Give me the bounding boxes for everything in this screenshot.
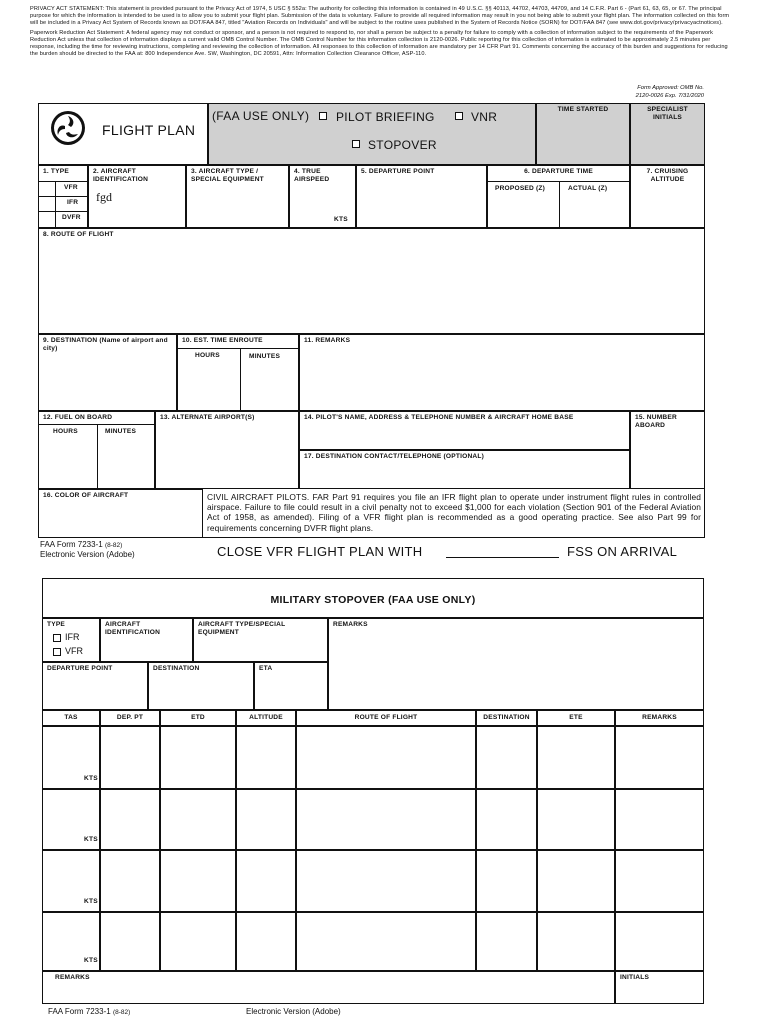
pilot-briefing-checkbox[interactable]	[319, 112, 327, 120]
mil-type-label: TYPE	[47, 621, 66, 628]
vfr-label: VFR	[64, 184, 78, 191]
fss-arrival-label: FSS ON ARRIVAL	[567, 544, 678, 559]
mil-col-header-destination: DESTINATION	[476, 710, 537, 726]
form-number-bottom	[48, 1007, 130, 1016]
alternate-cell[interactable]	[155, 411, 299, 489]
mil-row3-kts-label: KTS	[84, 898, 98, 905]
form-approved: Form Approved: OMB No.	[637, 85, 704, 91]
mil-row3-altitude[interactable]	[236, 850, 296, 912]
mil-remarks-bottom-cell[interactable]	[42, 971, 615, 1004]
est-minutes-label: MINUTES	[249, 353, 281, 360]
mil-row1-route[interactable]	[296, 726, 476, 789]
omb-info	[636, 84, 704, 100]
mil-row3-etd[interactable]	[160, 850, 236, 912]
est-time-label: 10. EST. TIME ENROUTE	[182, 337, 263, 344]
aircraft-id-label: 2. AIRCRAFT IDENTIFICATION	[93, 168, 149, 183]
mil-remarks-top-label: REMARKS	[333, 621, 368, 628]
dest-contact-label: 17. DESTINATION CONTACT/TELEPHONE (OPTIONAL)	[304, 453, 484, 460]
mil-col-header-tas: TAS	[42, 710, 100, 726]
mil-ifr-checkbox[interactable]	[53, 634, 61, 642]
alternate-label: 13. ALTERNATE AIRPORT(S)	[160, 414, 255, 421]
mil-row2-dep-pt[interactable]	[100, 789, 160, 850]
fuel-label: 12. FUEL ON BOARD	[43, 414, 113, 421]
form-title: FLIGHT PLAN	[102, 122, 196, 138]
fuel-hours-label: HOURS	[53, 428, 78, 435]
mil-departure-point-label: DEPARTURE POINT	[47, 665, 113, 672]
remarks-label: 11. REMARKS	[304, 337, 351, 344]
mil-col-header-altitude: ALTITUDE	[236, 710, 296, 726]
vfr-checkbox[interactable]	[38, 181, 56, 197]
mil-row4-remarks[interactable]	[615, 912, 704, 971]
departure-point-label: 5. DEPARTURE POINT	[361, 168, 435, 175]
mil-destination-label: DESTINATION	[153, 665, 200, 672]
civil-notice: CIVIL AIRCRAFT PILOTS. FAR Part 91 requires you file an IFR flight plan to operate under instrument flight rules in controlled airspace. Failure to file could result in a civil penalty not to exceed $1,000 for each violation (Section 901 of the Federal Aviation Act of 1958, as amended). Filing of a VFR flight plan is recommended as a good operating practice. See also Part 99 for requirements concerning DVFR flight plans.	[207, 492, 701, 533]
type-label: 1. TYPE	[43, 168, 69, 175]
paperwork-act-text: Paperwork Reduction Act Statement: A federal agency may not conduct or sponsor, and a person is not required to respond to, nor shall a person be subject to a penalty for failure to comply with a collection of information subject to the requirements of the Paperwork Reduction Act unless that collection of information displays a current valid OMB Control Number. The OMB Control Number for this information collection is 2120-0026. Public reporting for this collection of information is estimated to be approximately 2.5 minutes per response, including the time for reviewing instructions, completing and reviewing the collection of information. All responses to this collection of information are mandatory per 14 CFR Part 91. Comments concerning the accuracy of this burden and suggestions for reducing the burden should be directed to the FAA at: 800 Independence Ave. SW, Washington, DC 20591, Attn: Information Collection Clearance Officer, ASP-110.	[30, 29, 728, 58]
proposed-time-field[interactable]	[487, 181, 559, 228]
form-number-bottom-text: FAA Form 7233-1	[48, 1007, 111, 1016]
mil-aircraft-type-cell[interactable]	[193, 618, 328, 662]
mil-row4-etd[interactable]	[160, 912, 236, 971]
cruising-altitude-label: 7. CRUISING ALTITUDE	[646, 168, 689, 183]
proposed-label: PROPOSED (Z)	[495, 185, 546, 192]
form-date-bottom-text: (8-82)	[112, 1009, 131, 1016]
mil-row1-destination[interactable]	[476, 726, 537, 789]
omb-number: 2120-0026 Exp. 7/31/2020	[635, 93, 704, 99]
mil-row4-kts-label: KTS	[84, 957, 98, 964]
mil-vfr-checkbox[interactable]	[53, 648, 61, 656]
remarks-cell[interactable]	[299, 334, 705, 411]
mil-row2-remarks[interactable]	[615, 789, 704, 850]
mil-initials-cell[interactable]	[615, 971, 704, 1004]
airspeed-kts-label: KTS	[334, 216, 348, 223]
fss-blank-line[interactable]	[446, 557, 559, 558]
mil-destination-cell[interactable]	[148, 662, 254, 710]
dvfr-checkbox[interactable]	[38, 211, 56, 227]
color-cell[interactable]	[38, 489, 203, 538]
mil-aircraft-id-label: AIRCRAFT IDENTIFICATION	[105, 621, 161, 636]
aircraft-type-cell[interactable]	[186, 165, 289, 228]
privacy-statement	[30, 6, 730, 60]
est-hours-label: HOURS	[195, 352, 220, 359]
electronic-version-bottom: Electronic Version (Adobe)	[246, 1007, 341, 1016]
mil-remarks-top-cell[interactable]	[328, 618, 704, 710]
mil-row1-dep-pt[interactable]	[100, 726, 160, 789]
privacy-act-text: PRIVACY ACT STATEMENT: This statement is provided pursuant to the Privacy Act of 1974, 5 USC § 552a: The authority for collecting this information is contained in 49 U.S.C. §§ 40113, 44702, 44703, 44709, and 14 C.F.R. Part 6 - (Part 61, 63, 65, or 67. The principal purpose for which the information is intended to be used is to allow you to submit your flight plan. Submission of the data is voluntary. Failure to provide all required information may result in you not being able to submit your flight plan. The information collected on this form will be included in a Privacy Act System of Records known as DOT/FAA 847, titled "Aviation Records on Individuals" and will be subject to the routine uses published in the System of Records Notice (SORN) for DOT/FAA 847 (see www.dot.gov/privacy/privacyactnotices).	[30, 6, 730, 27]
departure-point-cell[interactable]	[356, 165, 487, 228]
mil-row2-ete[interactable]	[537, 789, 615, 850]
actual-label: ACTUAL (Z)	[568, 185, 608, 192]
mil-row1-kts-label: KTS	[84, 775, 98, 782]
mil-row3-destination[interactable]	[476, 850, 537, 912]
time-started-label: TIME STARTED	[557, 106, 609, 113]
mil-remarks-bottom-label: REMARKS	[55, 974, 90, 981]
mil-row1-remarks[interactable]	[615, 726, 704, 789]
pilot-briefing-label: PILOT BRIEFING	[336, 110, 435, 124]
color-label: 16. COLOR OF AIRCRAFT	[43, 492, 129, 499]
mil-row3-dep-pt[interactable]	[100, 850, 160, 912]
close-vfr-label: CLOSE VFR FLIGHT PLAN WITH	[217, 544, 423, 559]
mil-row3-ete[interactable]	[537, 850, 615, 912]
electronic-version: Electronic Version (Adobe)	[40, 550, 135, 559]
route-label: 8. ROUTE OF FLIGHT	[43, 231, 114, 238]
mil-ifr-label: IFR	[65, 632, 80, 642]
specialist-initials-label: SPECIALIST INITIALS	[647, 106, 688, 121]
dest-contact-cell[interactable]	[299, 450, 630, 489]
mil-row1-altitude[interactable]	[236, 726, 296, 789]
form-number-text: FAA Form 7233-1	[40, 540, 103, 549]
mil-row2-route[interactable]	[296, 789, 476, 850]
mil-eta-cell[interactable]	[254, 662, 328, 710]
est-minutes-field[interactable]	[240, 348, 299, 411]
vnr-checkbox[interactable]	[455, 112, 463, 120]
number-aboard-cell[interactable]	[630, 411, 705, 489]
mil-row1-etd[interactable]	[160, 726, 236, 789]
faa-use-label: (FAA USE ONLY)	[212, 109, 310, 123]
specialist-initials-cell[interactable]	[630, 103, 705, 165]
mil-col-header-dep-pt: DEP. PT	[100, 710, 160, 726]
mil-col-header-etd: ETD	[160, 710, 236, 726]
true-airspeed-label: 4. TRUE AIRSPEED	[294, 168, 330, 183]
mil-row4-ete[interactable]	[537, 912, 615, 971]
pilot-name-label: 14. PILOT'S NAME, ADDRESS & TELEPHONE NUMBER & AIRCRAFT HOME BASE	[304, 414, 574, 421]
mil-row1-ete[interactable]	[537, 726, 615, 789]
military-title: MILITARY STOPOVER (FAA USE ONLY)	[270, 594, 476, 606]
mil-row4-dep-pt[interactable]	[100, 912, 160, 971]
mil-row4-route[interactable]	[296, 912, 476, 971]
mil-row3-route[interactable]	[296, 850, 476, 912]
stopover-label: STOPOVER	[368, 138, 437, 152]
fuel-minutes-label: MINUTES	[105, 428, 137, 435]
route-cell[interactable]	[38, 228, 705, 334]
fuel-hours-field[interactable]	[38, 424, 97, 489]
ifr-checkbox[interactable]	[38, 196, 56, 212]
mil-eta-label: ETA	[259, 665, 273, 672]
mil-row3-remarks[interactable]	[615, 850, 704, 912]
actual-time-field[interactable]	[559, 181, 630, 228]
mil-col-header-route: ROUTE OF FLIGHT	[296, 710, 476, 726]
cruising-altitude-cell[interactable]	[630, 165, 705, 228]
aircraft-type-label: 3. AIRCRAFT TYPE / SPECIAL EQUIPMENT	[191, 168, 264, 183]
mil-row2-etd[interactable]	[160, 789, 236, 850]
form-number	[40, 540, 122, 549]
destination-cell[interactable]	[38, 334, 177, 411]
stopover-checkbox[interactable]	[352, 140, 360, 148]
mil-row2-kts-label: KTS	[84, 836, 98, 843]
vnr-label: VNR	[471, 110, 498, 124]
mil-row2-destination[interactable]	[476, 789, 537, 850]
pilot-name-cell[interactable]	[299, 411, 630, 450]
est-hours-field[interactable]	[177, 348, 240, 411]
destination-label: 9. DESTINATION (Name of airport and city)	[43, 337, 168, 352]
departure-time-label: 6. DEPARTURE TIME	[524, 168, 593, 175]
number-aboard-label: 15. NUMBER ABOARD	[635, 414, 677, 429]
mil-col-header-ete: ETE	[537, 710, 615, 726]
ifr-label: IFR	[67, 199, 79, 206]
mil-row2-altitude[interactable]	[236, 789, 296, 850]
dvfr-label: DVFR	[62, 214, 81, 221]
mil-initials-label: INITIALS	[620, 974, 650, 981]
faa-logo-icon	[50, 110, 86, 146]
fuel-minutes-field[interactable]	[97, 424, 155, 489]
mil-aircraft-id-cell[interactable]	[100, 618, 193, 662]
mil-departure-point-cell[interactable]	[42, 662, 148, 710]
form-date-text: (8-82)	[104, 542, 123, 549]
time-started-cell[interactable]	[536, 103, 630, 165]
mil-vfr-label: VFR	[65, 646, 83, 656]
aircraft-id-value[interactable]: fgd	[96, 190, 112, 204]
mil-row4-altitude[interactable]	[236, 912, 296, 971]
mil-aircraft-type-label: AIRCRAFT TYPE/SPECIAL EQUIPMENT	[198, 621, 286, 636]
mil-col-header-remarks: REMARKS	[615, 710, 704, 726]
mil-row4-destination[interactable]	[476, 912, 537, 971]
